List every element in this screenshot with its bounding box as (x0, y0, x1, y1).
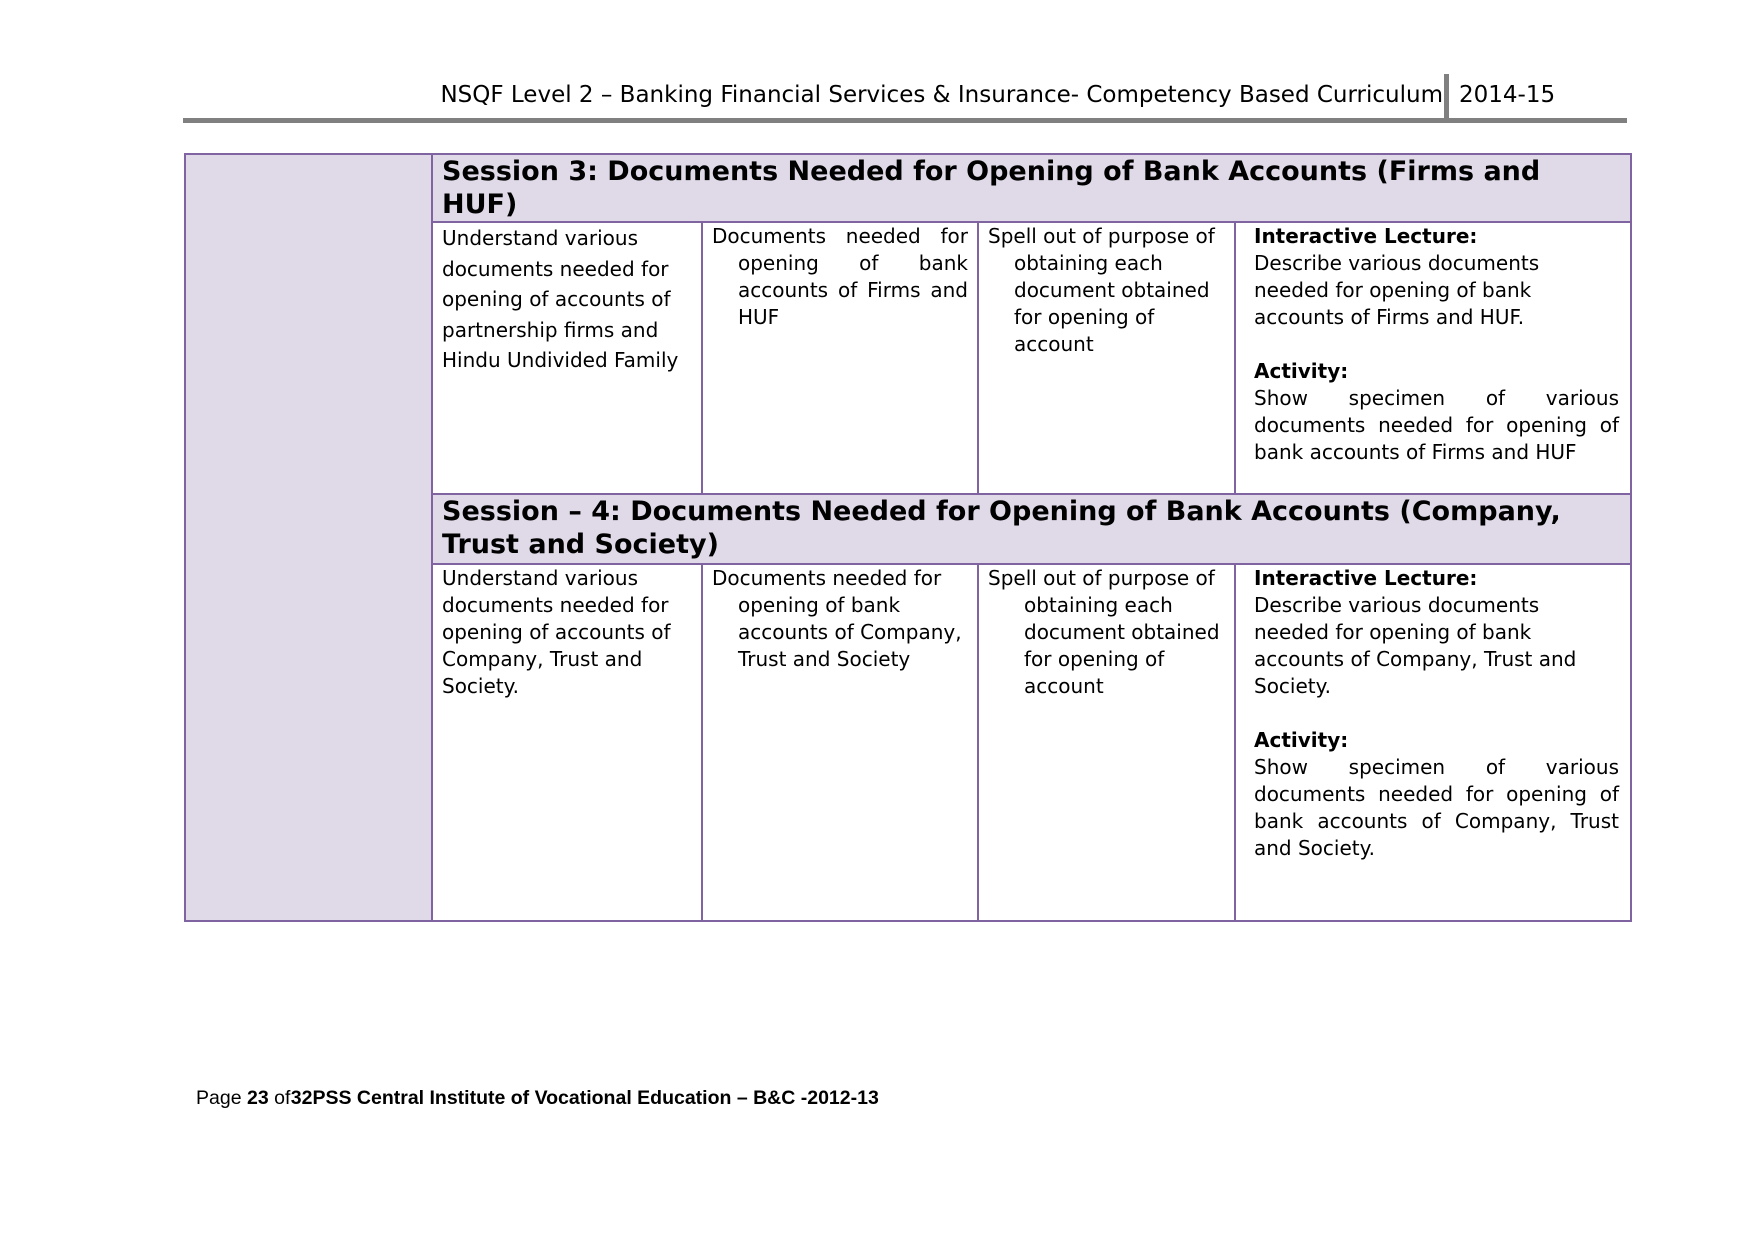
session-4-performance: Spell out of purpose of obtaining each document obtained for opening of account (988, 566, 1220, 698)
session-4-knowledge: Documents needed for opening of bank accounts of Company, Trust and Society (712, 566, 962, 671)
session-3-performance: Spell out of purpose of obtaining each document obtained for opening of account (988, 224, 1215, 356)
session-3-outcome: Understand various documents needed for opening of accounts of partnership firms and Hindu Undivided Family (442, 226, 679, 372)
session-4-activity-text: Show specimen of various documents needed for opening of bank accounts of Company, Trust and Society. (1254, 755, 1619, 860)
session-3-performance-cell (978, 222, 1235, 494)
header-year: 2014-15 (1459, 82, 1556, 108)
session-4-outcome-cell (432, 564, 702, 921)
session-4-title: Session – 4: Documents Needed for Opening of Bank Accounts (Company, Trust and Society) (432, 494, 1631, 564)
session-3-knowledge: Documents needed for opening of bank accounts of Firms and HUF (712, 224, 968, 329)
session-3-methodology-cell (1235, 222, 1631, 494)
session-3-lecture-text: Describe various documents needed for opening of bank accounts of Firms and HUF. (1254, 251, 1540, 329)
page-footer (196, 1087, 879, 1110)
session-4-activity-heading: Activity: (1254, 728, 1349, 752)
footer-org: 32PSS Central Institute of Vocational Education – B&C -2012-13 (290, 1087, 879, 1109)
footer-of-label: of (274, 1087, 291, 1109)
session-4-outcome: Understand various documents needed for opening of accounts of Company, Trust and Society. (442, 566, 671, 698)
session-4-methodology-cell (1235, 564, 1631, 921)
header-separator (1444, 74, 1449, 118)
footer-page-number: 23 (246, 1087, 269, 1109)
session-3-activity-text: Show specimen of various documents needed for opening of bank accounts of Firms and HUF (1254, 386, 1619, 464)
footer-page-label: Page (196, 1087, 242, 1109)
session-4-performance-cell (978, 564, 1235, 921)
left-column-cell (185, 154, 432, 921)
session-4-lecture-heading: Interactive Lecture: (1254, 566, 1478, 590)
page-header (183, 74, 1627, 123)
session-3-outcome-cell (432, 222, 702, 494)
session-3-activity-heading: Activity: (1254, 359, 1349, 383)
session-3-title-row (185, 154, 1631, 222)
curriculum-table (184, 153, 1632, 922)
session-4-lecture-text: Describe various documents needed for opening of bank accounts of Company, Trust and Society. (1254, 593, 1577, 698)
session-3-knowledge-cell (702, 222, 978, 494)
session-3-lecture-heading: Interactive Lecture: (1254, 224, 1478, 248)
session-4-knowledge-cell (702, 564, 978, 921)
header-title: NSQF Level 2 – Banking Financial Services & Insurance- Competency Based Curriculum (440, 82, 1443, 108)
session-3-title: Session 3: Documents Needed for Opening of Bank Accounts (Firms and HUF) (432, 154, 1631, 222)
